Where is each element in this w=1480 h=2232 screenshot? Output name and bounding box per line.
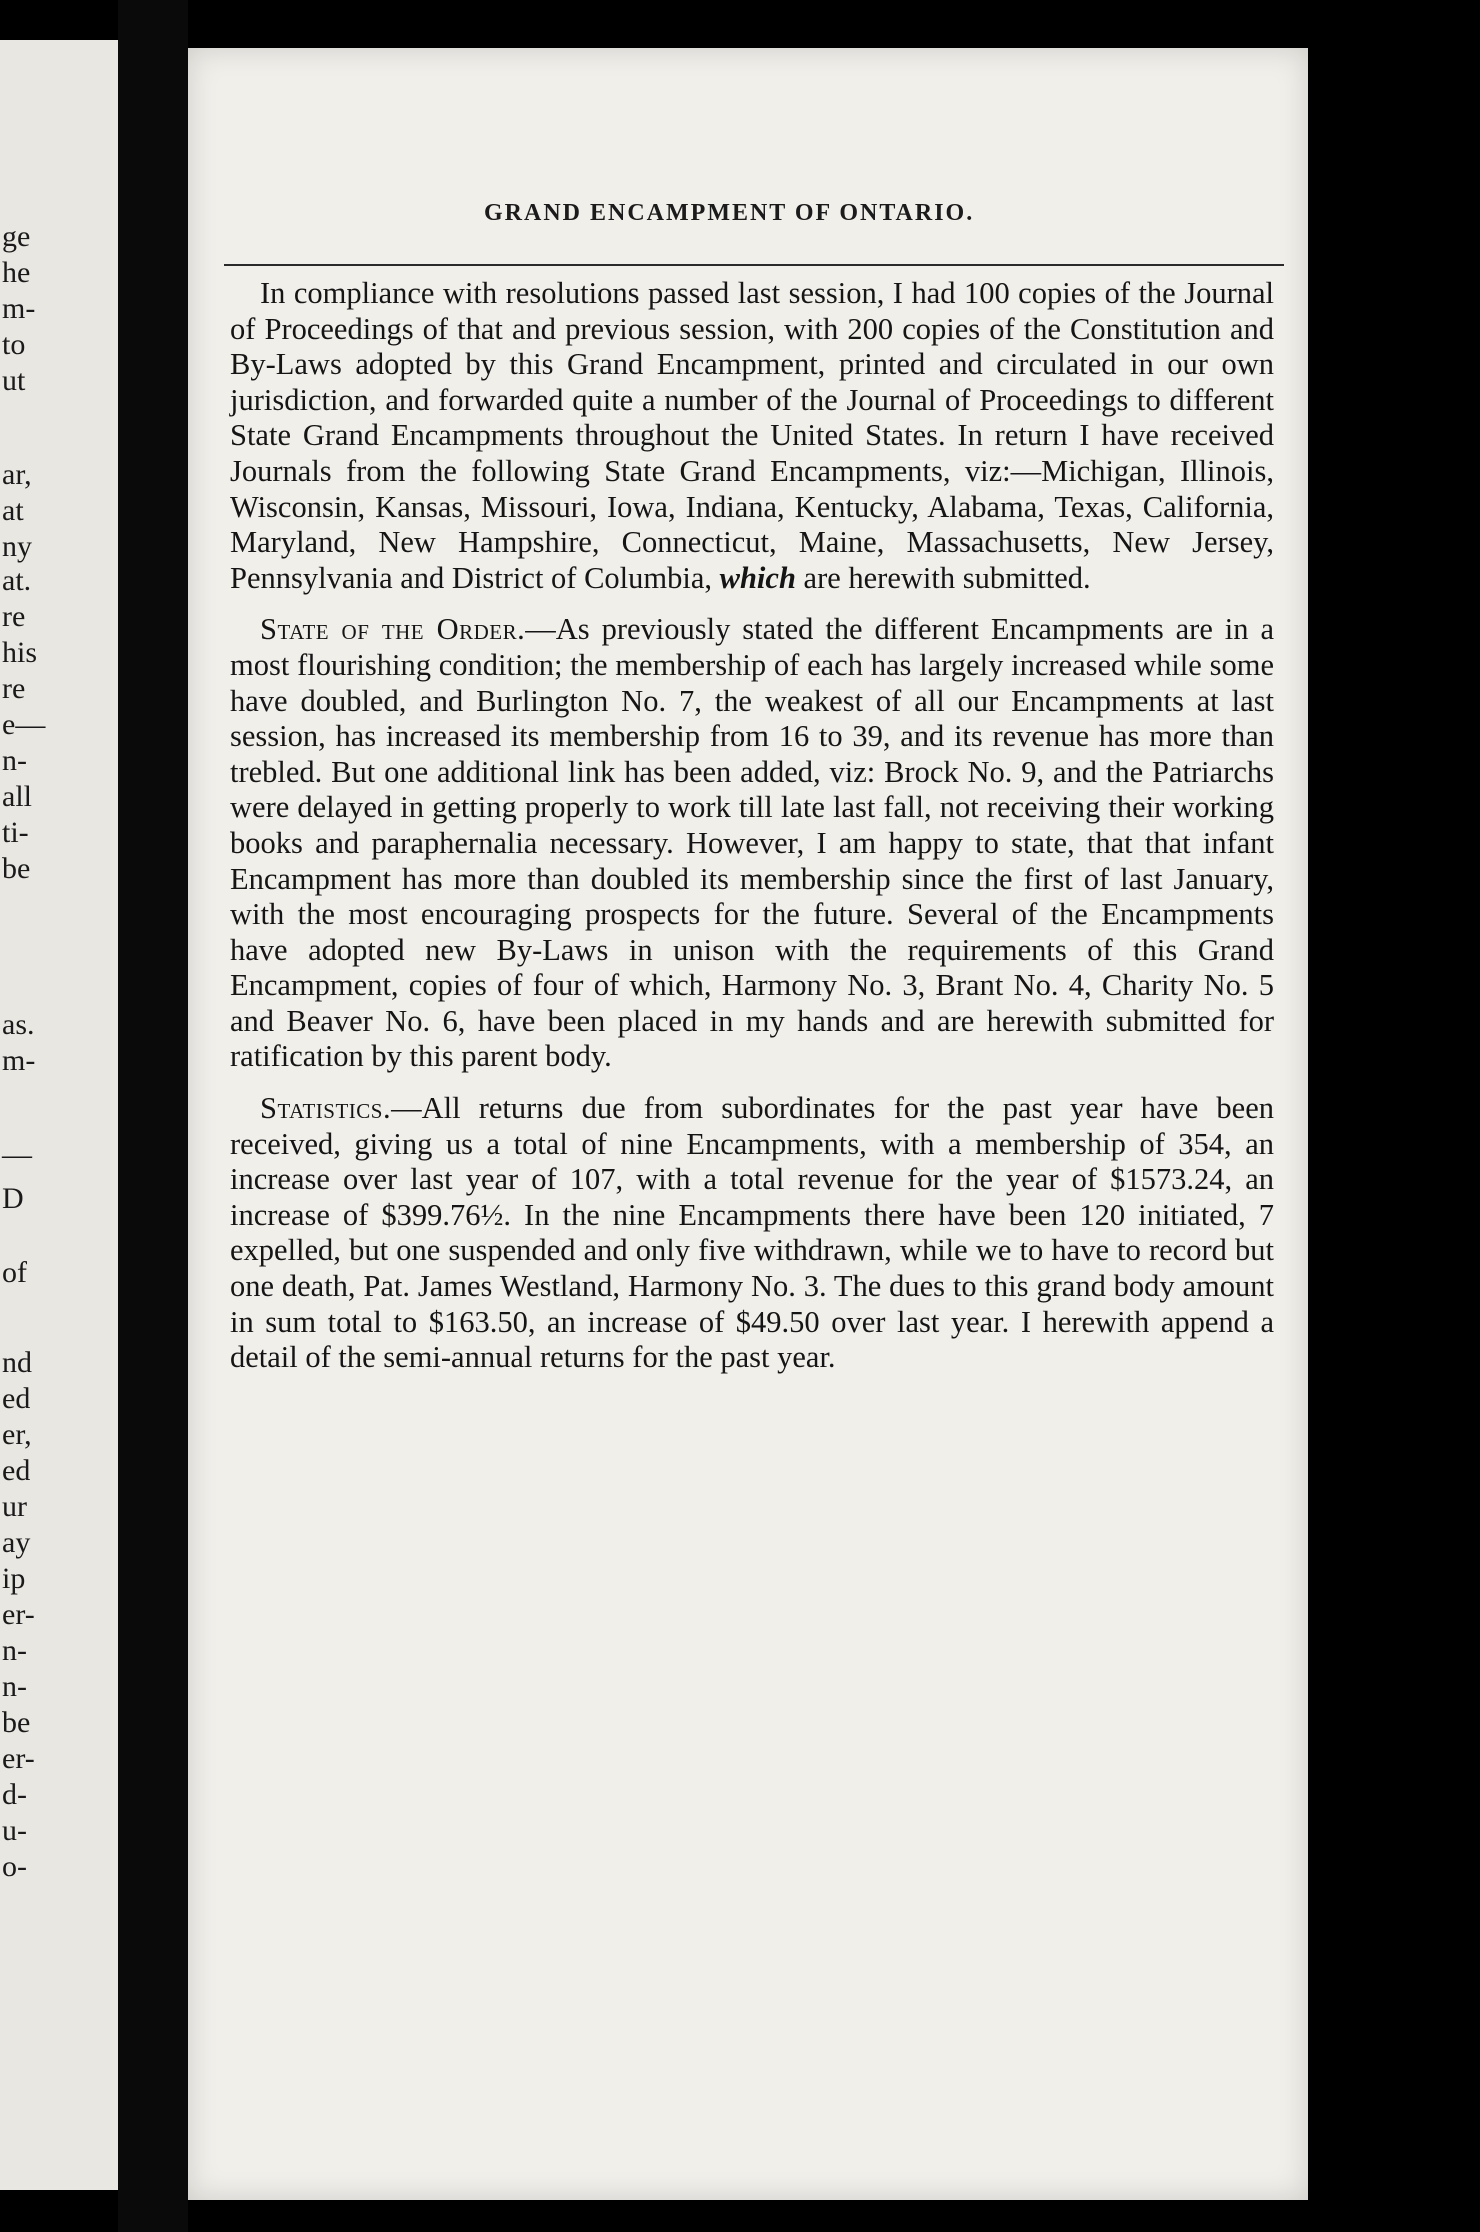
previous-page-fragment: at [2, 494, 24, 527]
previous-page-fragment: n- [2, 1634, 27, 1667]
previous-page-fragment: er, [2, 1418, 32, 1451]
scan-border-right [1308, 0, 1480, 2232]
previous-page-fragment: ge [2, 220, 31, 253]
previous-page-fragment: all [2, 780, 32, 813]
previous-page-fragment: ip [2, 1562, 26, 1595]
book-page [188, 48, 1308, 2200]
previous-page-fragment: re [2, 600, 26, 633]
previous-page-fragment: as. [2, 1008, 35, 1041]
running-head [188, 200, 1308, 240]
previous-page-fragment: to [2, 328, 26, 361]
previous-page-fragment: ar, [2, 458, 32, 491]
previous-page-fragment: m- [2, 1044, 36, 1077]
previous-page-fragment: his [2, 636, 38, 669]
previous-page-fragment: be [2, 1706, 31, 1739]
previous-page-fragment: ut [2, 364, 26, 397]
previous-page-fragment: ny [2, 530, 32, 563]
body-text [230, 276, 1274, 1376]
previous-page-fragment: at. [2, 564, 32, 597]
paragraph-statistics-text: —All returns due from subordinates for the past year have been received, giving us a total of nine Encampments, with a membership of 354, an increase over last year of 107, with a total revenue for the year of $1573.24, an increase of $399.76½. In the nine Encampments there have been 120 initiated, 7 expelled, but one suspended and only five withdrawn, while we to have to record but one death, Pat. James Westland, Harmony No. 3. The dues to this grand body amount in sum total to $163.50, an increase of $49.50 over last year. I herewith append a detail of the semi-annual returns for the past year. [230, 1091, 1274, 1375]
previous-page-fragment: be [2, 852, 31, 885]
paragraph-compliance-end: are herewith submitted. [803, 560, 1091, 595]
previous-page-fragment: ur [2, 1490, 27, 1523]
state-of-order-heading: State of the Order. [260, 612, 526, 647]
statistics-heading: Statistics. [260, 1091, 392, 1126]
previous-page-fragment: m- [2, 292, 36, 325]
book-gutter [118, 0, 188, 2232]
previous-page-fragment: er- [2, 1598, 35, 1631]
paragraph-compliance [230, 276, 1274, 596]
paragraph-compliance-text: In compliance with resolutions passed last session, I had 100 copies of the Journal of Proceedings of that and previous session, with 200 copies of the Constitution and By-Laws adopted by this Grand Encampment, printed and circulated in our own jurisdiction, and forwarded quite a number of the Journal of Proceedings to different State Grand Encampments throughout the United States. In return I have received Journals from the following State Grand Encampments, viz:—Michigan, Illinois, Wisconsin, Kansas, Missouri, Iowa, Indiana, Kentucky, Alabama, Texas, California, Maryland, New Hampshire, Connecticut, Maine, Massachusetts, New Jersey, Pennsylvania and District of Columbia, [230, 276, 1274, 595]
previous-page-fragment: — [2, 1138, 32, 1171]
previous-page-fragment: he [2, 256, 31, 289]
previous-page-fragment: re [2, 672, 26, 705]
previous-page-fragment: ed [2, 1454, 31, 1487]
previous-page-fragment: e— [2, 708, 46, 741]
previous-page-fragment: nd [2, 1346, 32, 1379]
paragraph-state-of-order [230, 612, 1274, 1075]
previous-page-edge [0, 40, 118, 2190]
previous-page-fragment: n- [2, 744, 27, 777]
paragraph-state-of-order-text: —As previously stated the different Encampments are in a most flourishing condition; the membership of each has largely increased while some have doubled, and Burlington No. 7, the weakest of all our Encampments at last session, has increased its membership from 16 to 39, and its revenue has more than trebled. But one additional link has been added, viz: Brock No. 9, and the Patriarchs were delayed in getting properly to work till late last fall, not receiving their working books and paraphernalia necessary. However, I am happy to state, that that infant Encampment has more than doubled its membership since the first of last January, with the most encouraging prospects for the future. Several of the Encampments have adopted new By-Laws in unison with the requirements of this Grand Encampment, copies of four of which, Harmony No. 3, Brant No. 4, Charity No. 5 and Beaver No. 6, have been placed in my hands and are herewith submitted for ratification by this parent body. [230, 612, 1274, 1074]
previous-page-fragment: er- [2, 1742, 35, 1775]
paragraph-compliance-which: which [719, 560, 796, 595]
running-head-title: GRAND ENCAMPMENT OF ONTARIO. [484, 200, 975, 226]
previous-page-fragment: ti- [2, 816, 29, 849]
paragraph-statistics [230, 1091, 1274, 1376]
previous-page-fragment: d- [2, 1778, 27, 1811]
previous-page-fragment: ed [2, 1382, 31, 1415]
previous-page-fragment: o- [2, 1850, 27, 1883]
previous-page-fragment: u- [2, 1814, 27, 1847]
header-rule [224, 264, 1284, 266]
previous-page-fragment: of [2, 1256, 27, 1289]
previous-page-fragment: n- [2, 1670, 27, 1703]
previous-page-fragment: ay [2, 1526, 31, 1559]
previous-page-fragment: D [2, 1182, 24, 1215]
